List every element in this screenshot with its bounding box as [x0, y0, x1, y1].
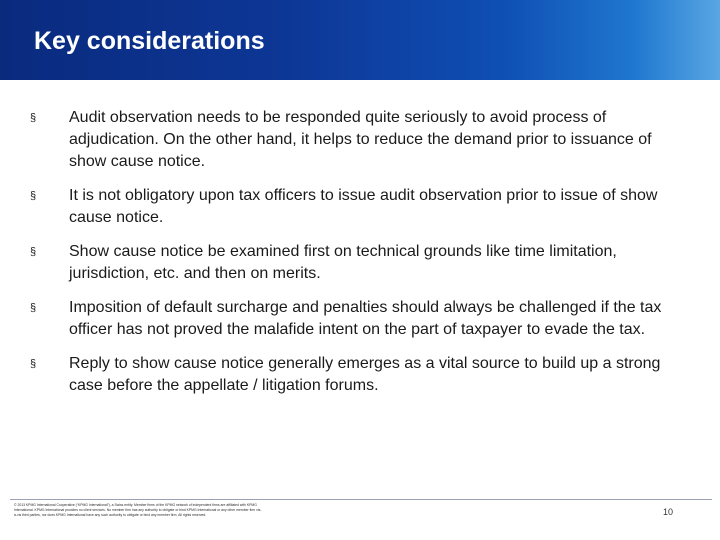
bullet-marker-icon: § [30, 112, 37, 124]
list-item [30, 107, 690, 173]
bullet-marker-icon: § [30, 190, 37, 202]
list-item [30, 297, 690, 341]
page-number: 10 [662, 507, 673, 517]
bullet-text: Reply to show cause notice generally emerges as a vital source to build up a strong case before the appellate / litigation forums. [69, 355, 661, 394]
bullet-list [30, 107, 690, 409]
bullet-text: Imposition of default surcharge and penalties should always be challenged if the tax officer has not proved the malafide intent on the part of taxpayer to evade the tax. [69, 299, 662, 338]
list-item [30, 353, 690, 397]
bullet-marker-icon: § [30, 302, 37, 314]
bullet-marker-icon: § [30, 246, 37, 258]
list-item [30, 241, 690, 285]
bullet-marker-icon: § [30, 358, 37, 370]
bullet-text: It is not obligatory upon tax officers to issue audit observation prior to issue of show cause notice. [69, 187, 658, 226]
footer-disclaimer: © 2013 KPMG International Cooperative (“KPMG International”), a Swiss entity. Member firms of the KPMG network of independent firms are affiliated with KPMG International. KPMG International provides no client services. No member firm has any authority to obligate or bind KPMG International or any other member firm vis-à-vis third parties, nor does KPMG International have any such authority to obligate or bind any member firm. All rights reserved. [14, 503, 262, 517]
bullet-text: Show cause notice be examined first on technical grounds like time limitation, jurisdiction, etc. and then on merits. [69, 243, 617, 282]
page-title: Key considerations [34, 27, 265, 55]
bullet-text: Audit observation needs to be responded quite seriously to avoid process of adjudication. On the other hand, it helps to reduce the demand prior to issuance of show cause notice. [69, 109, 652, 170]
footer-divider [10, 499, 712, 500]
header-banner [0, 0, 720, 80]
list-item [30, 185, 690, 229]
